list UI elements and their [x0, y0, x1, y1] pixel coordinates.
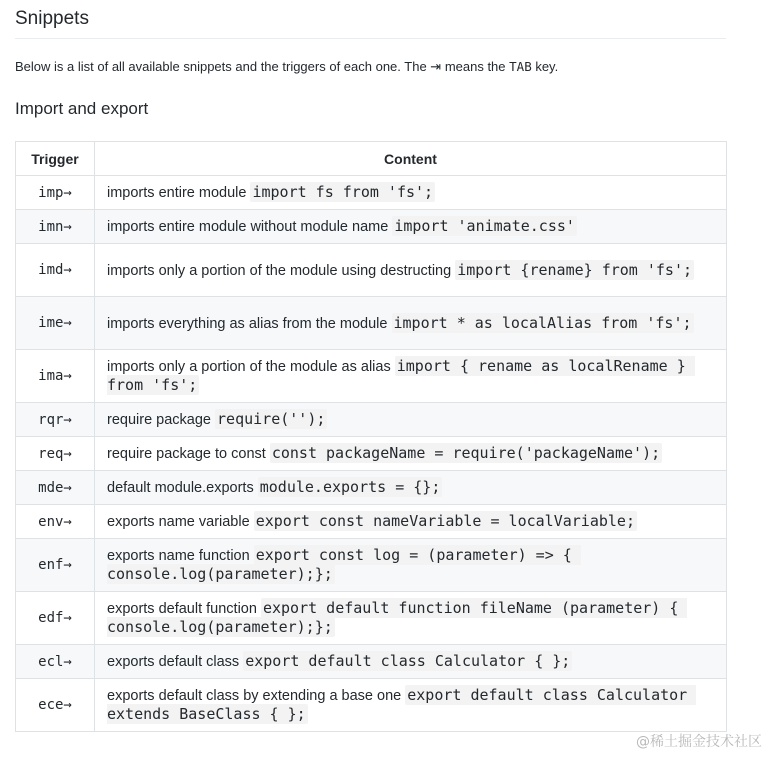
- content-cell: [95, 505, 727, 539]
- content-cell: [95, 437, 727, 471]
- content-description: exports default class by extending a base one: [107, 688, 406, 704]
- content-cell: [95, 679, 727, 732]
- page-title: Snippets: [15, 0, 726, 39]
- content-code: import 'animate.css': [394, 217, 575, 235]
- content-description: exports default class: [107, 654, 244, 670]
- table-row: [16, 539, 727, 592]
- table-row: [16, 403, 727, 437]
- trigger-cell: ima→: [16, 350, 95, 403]
- table-row: [16, 679, 727, 732]
- content-cell: [95, 539, 727, 592]
- table-row: [16, 645, 727, 679]
- table-row: [16, 176, 727, 210]
- content-code: export const log = (parameter) => { console.log(parameter);};: [107, 546, 581, 583]
- snippets-page: [15, 0, 726, 723]
- table-row: [16, 592, 727, 645]
- table-row: [16, 350, 727, 403]
- content-code: export const nameVariable = localVariable;: [255, 512, 635, 530]
- content-cell: [95, 176, 727, 210]
- content-code: module.exports = {};: [259, 478, 441, 496]
- header-content: Content: [95, 142, 727, 176]
- trigger-cell: rqr→: [16, 403, 95, 437]
- content-description: imports only a portion of the module as alias: [107, 359, 395, 375]
- intro-paragraph: [15, 59, 558, 75]
- content-description: imports entire module without module name: [107, 219, 393, 235]
- intro-text-before: Below is a list of all available snippets and the triggers of each one. The: [15, 59, 431, 74]
- content-code: const packageName = require('packageName');: [271, 444, 661, 462]
- tab-symbol: ⇥: [430, 59, 442, 74]
- trigger-cell: imd→: [16, 244, 95, 297]
- snippets-table: [15, 141, 727, 732]
- content-description: require package: [107, 412, 216, 428]
- intro-text-middle: means the: [441, 59, 510, 74]
- trigger-cell: ecl→: [16, 645, 95, 679]
- content-cell: [95, 210, 727, 244]
- trigger-cell: edf→: [16, 592, 95, 645]
- table-row: [16, 244, 727, 297]
- header-trigger: Trigger: [16, 142, 95, 176]
- content-cell: [95, 471, 727, 505]
- content-code: require('');: [217, 410, 326, 428]
- content-description: default module.exports: [107, 480, 258, 496]
- content-description: imports only a portion of the module using destructing: [107, 262, 456, 279]
- content-cell: [95, 244, 727, 297]
- trigger-cell: env→: [16, 505, 95, 539]
- trigger-cell: ece→: [16, 679, 95, 732]
- content-code: import {rename} from 'fs';: [457, 260, 693, 279]
- table-row: [16, 505, 727, 539]
- content-code: export default class Calculator extends BaseClass { };: [107, 686, 697, 723]
- table-header-row: [16, 142, 727, 176]
- tab-key-code: TAB: [509, 59, 532, 74]
- trigger-cell: enf→: [16, 539, 95, 592]
- content-cell: [95, 297, 727, 350]
- content-description: require package to const: [107, 446, 270, 462]
- content-description: exports name variable: [107, 514, 254, 530]
- content-description: exports default function: [107, 601, 261, 617]
- intro-text-after: key.: [531, 59, 559, 74]
- trigger-cell: req→: [16, 437, 95, 471]
- content-cell: [95, 645, 727, 679]
- content-code: export default class Calculator { };: [245, 652, 571, 670]
- content-cell: [95, 350, 727, 403]
- section-title: Import and export: [15, 99, 149, 118]
- content-cell: [95, 592, 727, 645]
- table-row: [16, 471, 727, 505]
- table-row: [16, 297, 727, 350]
- watermark: @稀土掘金技术社区: [636, 734, 762, 750]
- content-description: exports name function: [107, 548, 254, 564]
- content-code: export default function fileName (parameter) { console.log(parameter);};: [107, 599, 688, 636]
- content-code: import { rename as localRename } from 'fs';: [107, 357, 695, 394]
- trigger-cell: mde→: [16, 471, 95, 505]
- content-description: imports entire module: [107, 185, 251, 201]
- content-description: imports everything as alias from the module: [107, 315, 392, 332]
- trigger-cell: imn→: [16, 210, 95, 244]
- trigger-cell: imp→: [16, 176, 95, 210]
- content-code: import * as localAlias from 'fs';: [393, 313, 692, 332]
- content-code: import fs from 'fs';: [252, 183, 434, 201]
- content-cell: [95, 403, 727, 437]
- table-row: [16, 210, 727, 244]
- trigger-cell: ime→: [16, 297, 95, 350]
- table-row: [16, 437, 727, 471]
